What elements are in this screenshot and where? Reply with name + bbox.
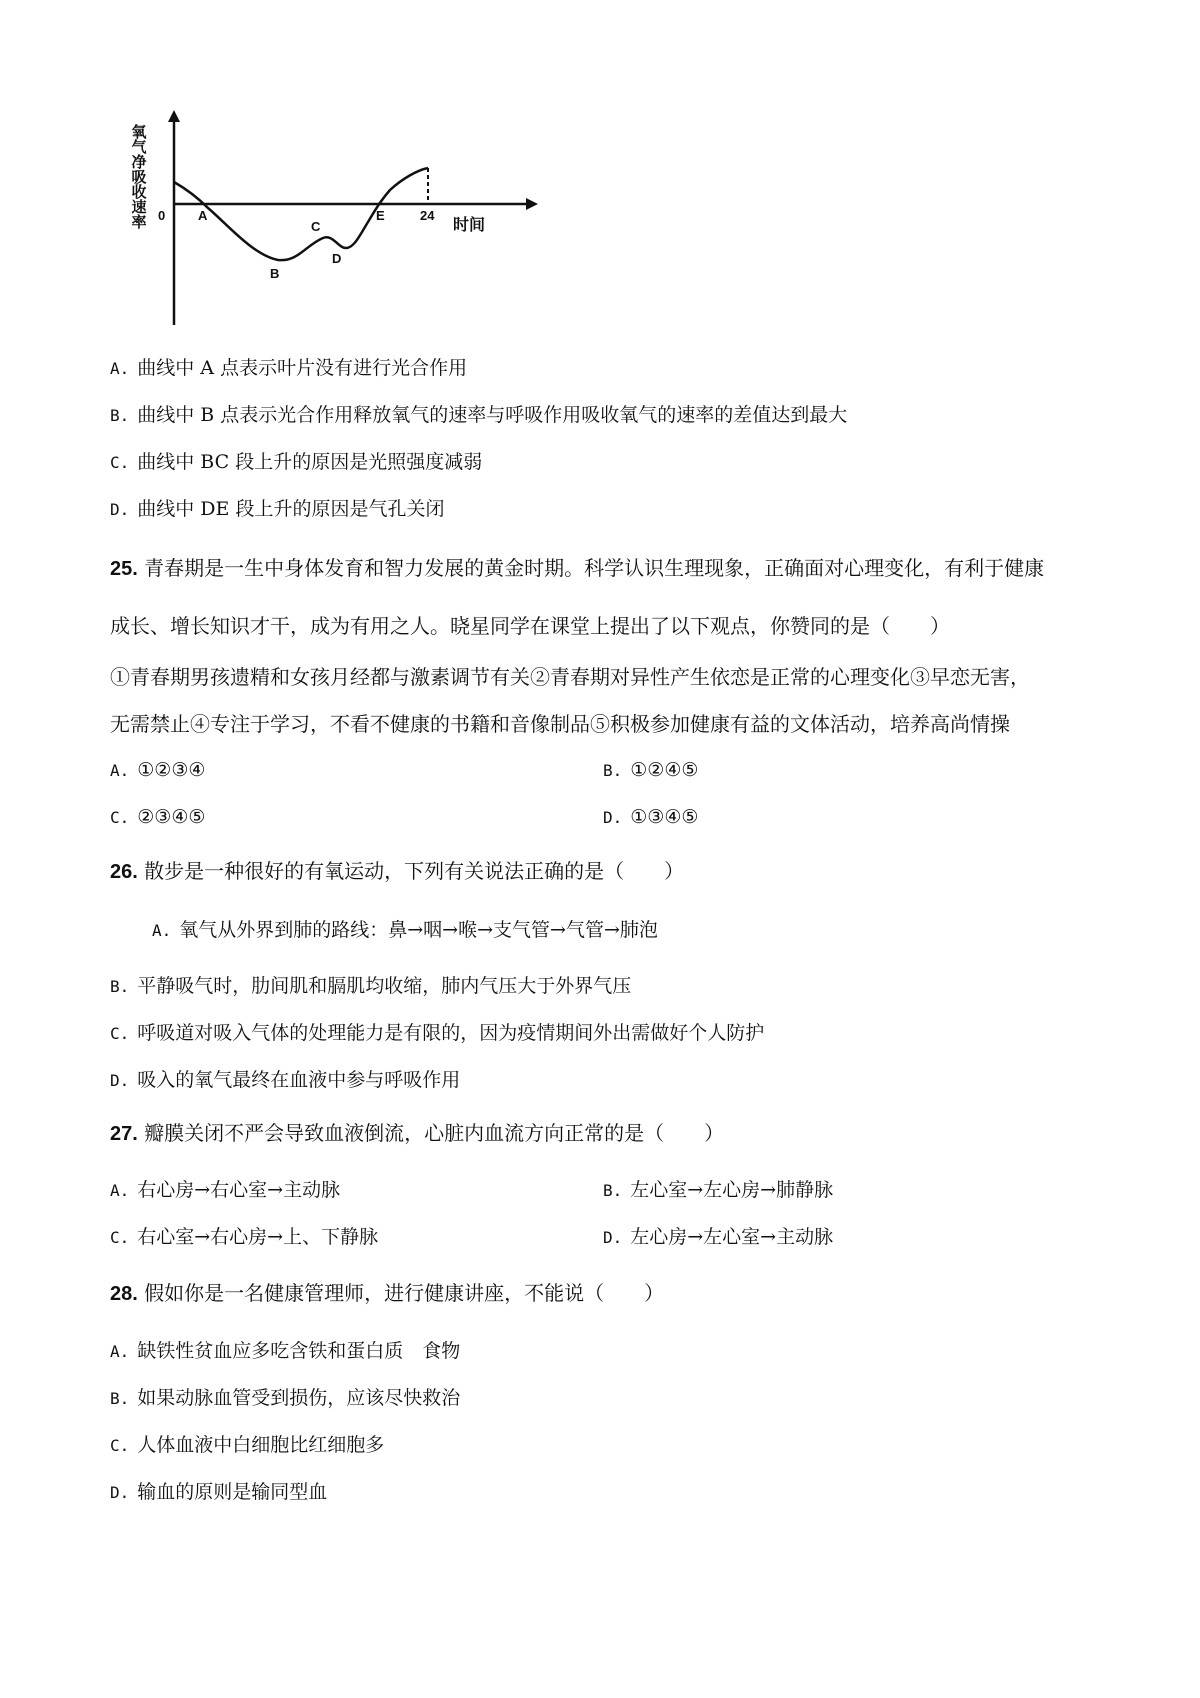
point-b-label: B [270, 266, 280, 281]
q28-stem [110, 1280, 664, 1307]
option-letter: A. [152, 921, 172, 940]
y-axis-arrow [168, 110, 180, 122]
point-a-label: A [198, 208, 208, 223]
option-letter: B. [110, 1389, 130, 1408]
option-letter: C. [110, 808, 130, 827]
question-number: 26. [110, 861, 138, 883]
oxygen-absorption-graph [128, 110, 548, 335]
net-oxygen-curve [174, 168, 428, 260]
option-letter: A. [110, 761, 130, 780]
q24-option-d[interactable] [110, 496, 444, 523]
q28-option-b[interactable] [110, 1385, 460, 1412]
option-text: 左心室→左心房→肺静脉 [630, 1179, 834, 1201]
question-number: 27. [110, 1123, 138, 1145]
q26-option-b[interactable] [110, 973, 631, 1000]
option-text: ①②④⑤ [630, 759, 699, 781]
option-letter: B. [603, 1181, 623, 1200]
q26-option-c[interactable] [110, 1020, 764, 1047]
option-text: 右心房→右心室→主动脉 [137, 1179, 341, 1201]
question-number: 25. [110, 558, 138, 580]
option-letter: C. [110, 453, 130, 472]
option-text: 吸入的氧气最终在血液中参与呼吸作用 [137, 1069, 461, 1091]
q26-option-a[interactable] [152, 917, 658, 944]
stem-text: 假如你是一名健康管理师，进行健康讲座，不能说（ ） [144, 1281, 665, 1305]
q28-option-a[interactable] [110, 1338, 460, 1365]
q25-option-d[interactable] [603, 804, 698, 831]
option-letter: D. [603, 1228, 623, 1247]
option-text: 曲线中 BC 段上升的原因是光照强度减弱 [137, 451, 483, 473]
option-text: 曲线中 DE 段上升的原因是气孔关闭 [137, 498, 445, 520]
option-letter: D. [110, 1483, 130, 1502]
q24-option-c[interactable] [110, 449, 482, 476]
option-text: ②③④⑤ [137, 806, 206, 828]
point-c-label: C [311, 219, 321, 234]
option-text: 平静吸气时，肋间肌和膈肌均收缩，肺内气压大于外界气压 [137, 975, 632, 997]
option-letter: D. [110, 1071, 130, 1090]
q28-option-d[interactable] [110, 1479, 327, 1506]
stem-text: 散步是一种很好的有氧运动，下列有关说法正确的是（ ） [144, 859, 685, 883]
q27-option-c[interactable] [110, 1224, 378, 1251]
option-text: 左心房→左心室→主动脉 [630, 1226, 834, 1248]
option-text: ①③④⑤ [630, 806, 699, 828]
tick-24-label: 24 [420, 208, 435, 223]
option-text: 曲线中 A 点表示叶片没有进行光合作用 [137, 357, 468, 379]
q24-option-b[interactable] [110, 402, 847, 429]
option-letter: B. [603, 761, 623, 780]
q27-stem [110, 1120, 724, 1147]
q27-option-d[interactable] [603, 1224, 833, 1251]
x-axis-arrow [526, 198, 538, 210]
q25-stem-line-2: 成长、增长知识才干，成为有用之人。晓星同学在课堂上提出了以下观点，你赞同的是（ ） [110, 614, 950, 638]
option-letter: D. [603, 808, 623, 827]
option-text: 人体血液中白细胞比红细胞多 [137, 1434, 385, 1456]
option-letter: A. [110, 1342, 130, 1361]
option-letter: C. [110, 1436, 130, 1455]
option-text: 氧气从外界到肺的路线：鼻→咽→喉→支气管→气管→肺泡 [179, 919, 658, 941]
option-text: 缺铁性贫血应多吃含铁和蛋白质 食物 [137, 1340, 461, 1362]
q27-option-a[interactable] [110, 1177, 340, 1204]
point-d-label: D [332, 251, 342, 266]
stem-text: 瓣膜关闭不严会导致血液倒流，心脏内血流方向正常的是（ ） [144, 1121, 725, 1145]
option-text: 曲线中 B 点表示光合作用释放氧气的速率与呼吸作用吸收氧气的速率的差值达到最大 [137, 404, 848, 426]
q27-option-b[interactable] [603, 1177, 833, 1204]
point-e-label: E [376, 208, 385, 223]
option-letter: C. [110, 1228, 130, 1247]
q25-option-a[interactable] [110, 757, 205, 784]
option-letter: D. [110, 500, 130, 519]
stem-text: 青春期是一生中身体发育和智力发展的黄金时期。科学认识生理现象，正确面对心理变化，有利于健康 [144, 556, 1045, 580]
question-number: 28. [110, 1283, 138, 1305]
q28-option-c[interactable] [110, 1432, 384, 1459]
option-letter: C. [110, 1024, 130, 1043]
q25-option-b[interactable] [603, 757, 698, 784]
option-text: 右心室→右心房→上、下静脉 [137, 1226, 379, 1248]
option-text: 输血的原则是输同型血 [137, 1481, 328, 1503]
option-letter: B. [110, 977, 130, 996]
q25-stem-line-4: 无需禁止④专注于学习，不看不健康的书籍和音像制品⑤积极参加健康有益的文体活动，培养高尚情操 [110, 712, 1010, 736]
q25-stem-line-1 [110, 555, 1044, 582]
q26-stem [110, 858, 684, 885]
origin-label: 0 [158, 208, 166, 223]
option-letter: A. [110, 359, 130, 378]
option-letter: B. [110, 406, 130, 425]
option-text: 呼吸道对吸入气体的处理能力是有限的，因为疫情期间外出需做好个人防护 [137, 1022, 765, 1044]
q24-option-a[interactable] [110, 355, 467, 382]
option-letter: A. [110, 1181, 130, 1200]
q26-option-d[interactable] [110, 1067, 460, 1094]
x-axis-label: 时间 [453, 217, 486, 234]
option-text: 如果动脉血管受到损伤，应该尽快救治 [137, 1387, 461, 1409]
q25-stem-line-3: ①青春期男孩遗精和女孩月经都与激素调节有关②青春期对异性产生依恋是正常的心理变化③早恋无害， [110, 665, 1030, 689]
option-text: ①②③④ [137, 759, 206, 781]
q25-option-c[interactable] [110, 804, 205, 831]
y-axis-label: 氧气净吸收速率 [129, 124, 147, 229]
